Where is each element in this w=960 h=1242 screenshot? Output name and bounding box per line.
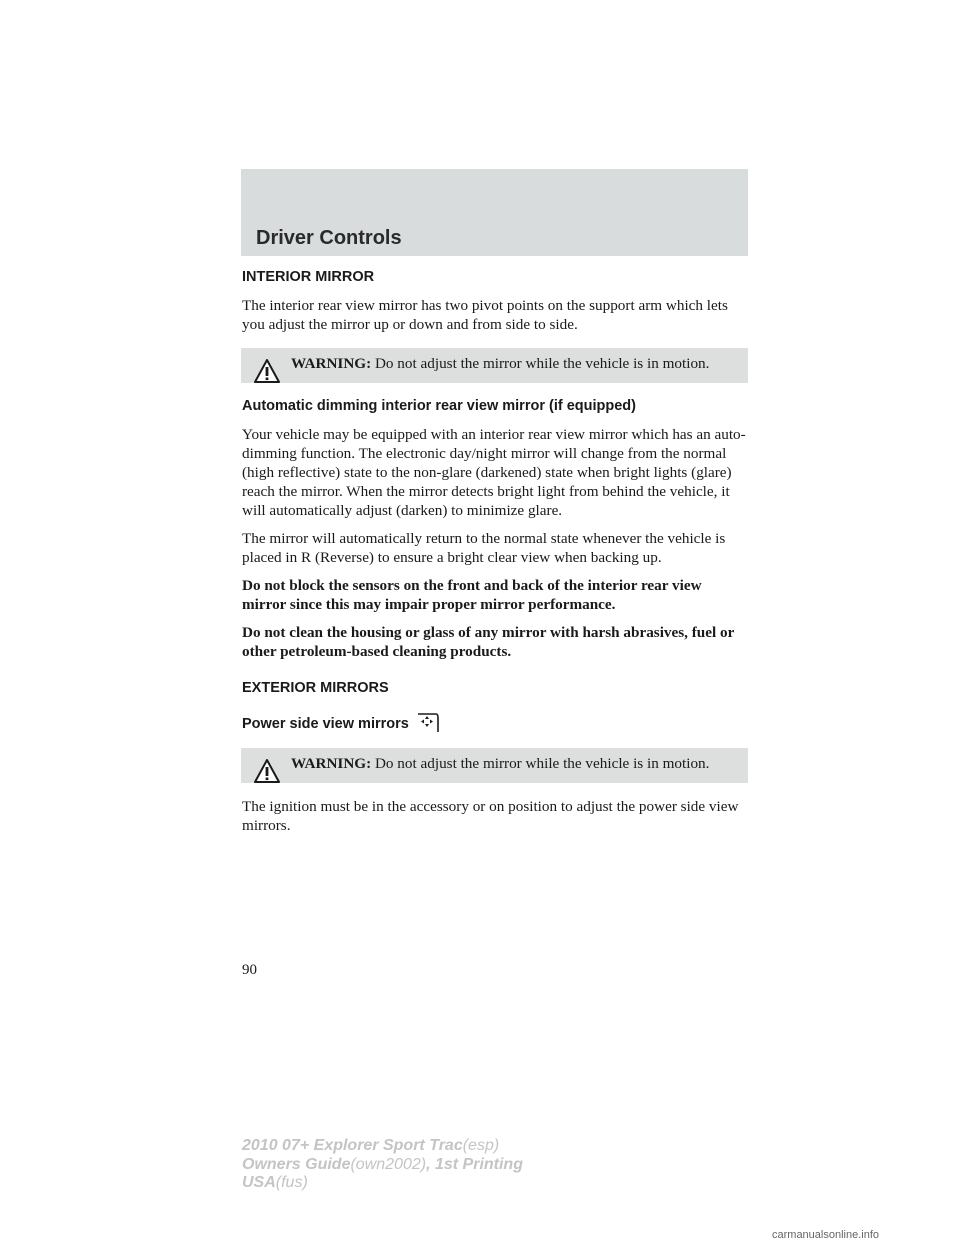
warning-text: Do not adjust the mirror while the vehicle is in motion.: [371, 355, 710, 372]
footer-guide-code: (own2002): [350, 1155, 427, 1173]
power-mirror-icon: [416, 710, 440, 734]
footer-guide: Owners Guide: [242, 1155, 351, 1173]
ignition-note: The ignition must be in the accessory or on position to adjust the power side view mirrors.: [242, 798, 739, 834]
warning-box-exterior: [241, 748, 748, 783]
auto-dimming-heading: Automatic dimming interior rear view mirror (if equipped): [242, 398, 636, 414]
warning-label: WARNING:: [291, 355, 372, 372]
warning-label: WARNING:: [291, 755, 372, 772]
footer-market: USA: [242, 1174, 276, 1191]
exterior-mirrors-heading: EXTERIOR MIRRORS: [242, 680, 389, 696]
section-header-band: [241, 169, 748, 256]
footer-line-3: [242, 1174, 523, 1193]
interior-mirror-intro: The interior rear view mirror has two pivot points on the support arm which lets you adjust the mirror up or down and from side to side.: [242, 297, 728, 333]
footer-line-1: [242, 1137, 523, 1156]
warning-triangle-icon: [253, 358, 281, 384]
sensor-caution: Do not block the sensors on the front and back of the interior rear view mirror since this may impair proper mirror performance.: [242, 577, 702, 613]
document-footer: [242, 1137, 523, 1193]
footer-market-code: (fus): [275, 1174, 308, 1191]
page-content: [242, 268, 748, 844]
site-watermark: carmanualsonline.info: [772, 1229, 880, 1241]
auto-dimming-para-1: Your vehicle may be equipped with an interior rear view mirror which has an auto-dimming function. The electronic day/night mirror will change from the normal (high reflective) state to the non-glare (darkened) state when bright lights (glare) reach the mirror. When the mirror detects bright light from behind the vehicle, it will automatically adjust (darken) to minimize glare.: [242, 426, 746, 519]
auto-dimming-para-2: The mirror will automatically return to the normal state whenever the vehicle is placed in R (Reverse) to ensure a bright clear view when backing up.: [242, 530, 726, 566]
footer-line-2: [242, 1156, 523, 1175]
interior-mirror-heading: INTERIOR MIRROR: [242, 269, 375, 285]
section-title: Driver Controls: [256, 227, 402, 249]
footer-printing: , 1st Printing: [426, 1155, 523, 1173]
warning-text: Do not adjust the mirror while the vehicle is in motion.: [371, 755, 710, 772]
power-mirrors-subheading: [242, 710, 748, 734]
footer-model-code: (esp): [462, 1137, 500, 1154]
warning-box-interior: [241, 348, 748, 383]
cleaning-caution: Do not clean the housing or glass of any mirror with harsh abrasives, fuel or other petroleum-based cleaning products.: [242, 624, 735, 660]
footer-model: 2010 07+ Explorer Sport Trac: [242, 1137, 463, 1154]
warning-triangle-icon: [253, 758, 281, 784]
page-number: 90: [242, 962, 257, 978]
power-mirrors-subheading-text: Power side view mirrors: [242, 716, 409, 732]
